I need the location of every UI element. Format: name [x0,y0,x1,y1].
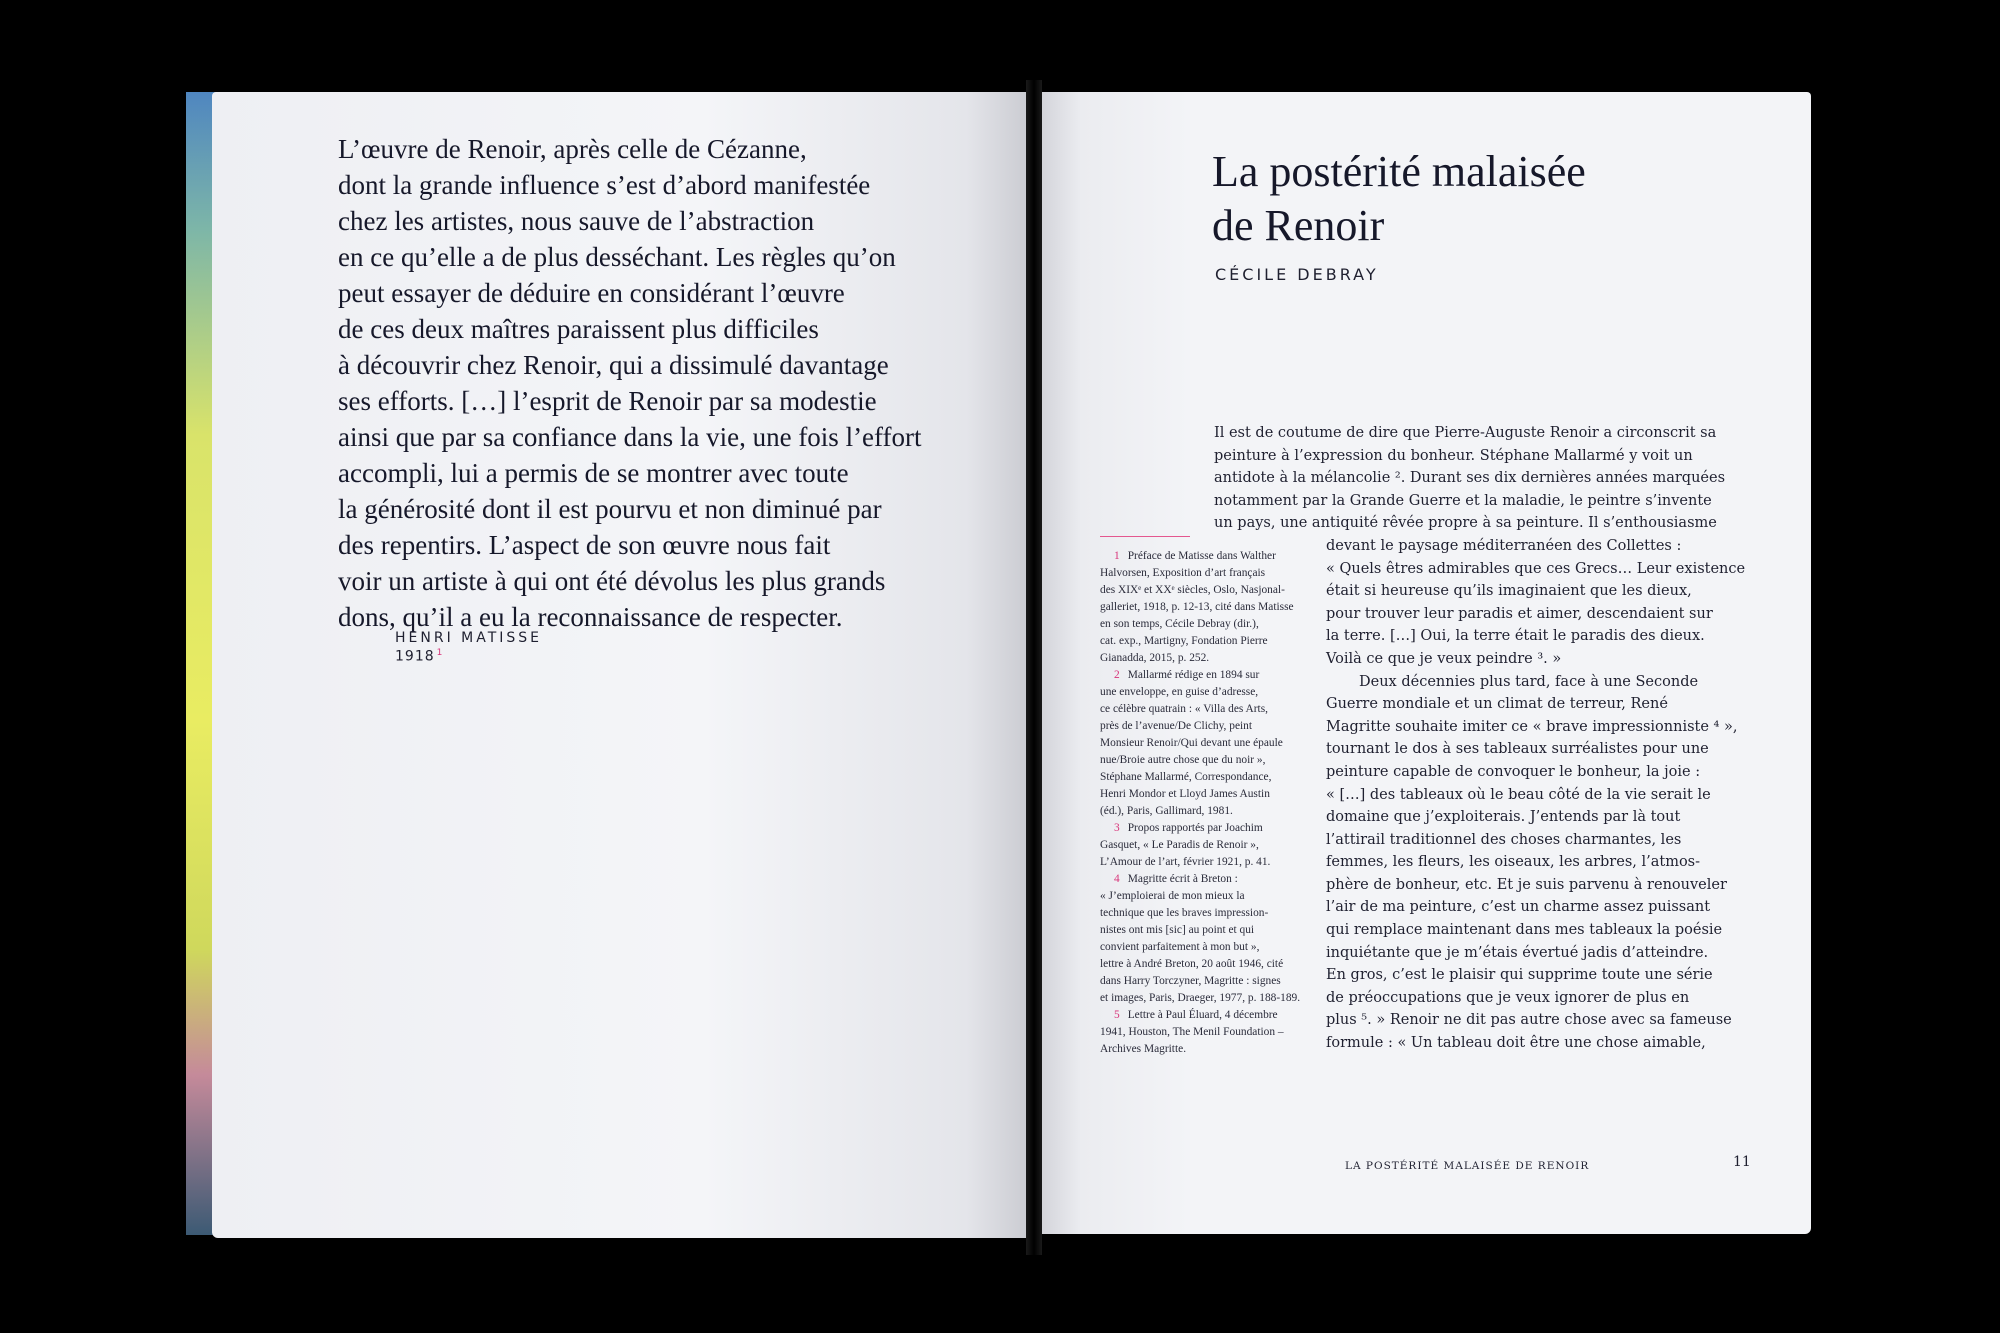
quote-line: de ces deux maîtres paraissent plus difficiles [338,314,819,344]
footnote-text: une enveloppe, en guise d’adresse, [1100,686,1259,698]
attribution-name: HENRI MATISSE [395,630,543,646]
body-line: l’air de ma peinture, c’est un charme assez puissant [1326,899,1711,916]
footnote-text: ce célèbre quatrain : « Villa des Arts, [1100,703,1269,715]
footnote-text: Stéphane Mallarmé, Correspondance, [1100,771,1272,783]
footnote-text: Mallarmé rédige en 1894 sur [1127,669,1260,681]
attribution-year: 1918 $^1$ [395,648,444,665]
body-line: peinture capable de convoquer le bonheur, la joie : [1326,763,1701,780]
body-line: femmes, les fleurs, les oiseaux, les arbres, l’atmos- [1326,854,1701,871]
body-line: qui remplace maintenant dans mes tableaux la poésie [1326,922,1723,939]
footnote-text: Henri Mondor et Lloyd James Austin [1100,788,1270,800]
chapter-title-line-2: de Renoir [1212,201,1385,250]
body-line: Guerre mondiale et un climat de terreur, René [1326,696,1668,713]
quote-line: dons, qu’il a eu la reconnaissance de respecter. [338,602,843,632]
quote-line: ainsi que par sa confiance dans la vie, une fois l’effort [338,422,922,452]
body-line: notamment par la Grande Guerre et la maladie, le peintre s’invente [1214,492,1712,509]
quote-line: en ce qu’elle a de plus desséchant. Les règles qu’on [338,242,896,272]
footnote-number: 4 [1114,873,1120,885]
page-number: 11 [1733,1154,1751,1170]
footnote-text: galleriet, 1918, p. 12-13, cité dans Matisse [1100,601,1294,613]
body-line: Voilà ce que je veux peindre ³. » [1326,650,1562,667]
body-line: pour trouver leur paradis et aimer, descendaient sur [1326,605,1713,622]
body-line: Deux décennies plus tard, face à une Seconde [1359,673,1699,690]
body-line: phère de bonheur, etc. Et je suis parvenu à renouveler [1326,876,1727,893]
epigraph-attribution [395,630,542,665]
body-line: était si heureuse qu’ils imaginaient que les dieux, [1326,583,1692,600]
body-line: inquiétante que je m’étais évertué jadis d’atteindre. [1326,944,1709,961]
chapter-title [1212,145,1586,253]
quote-line: la générosité dont il est pourvu et non diminué par [338,494,882,524]
footnote-text: 1941, Houston, The Menil Foundation – [1100,1026,1284,1038]
quote-line: ses efforts. […] l’esprit de Renoir par sa modestie [338,386,877,416]
footnote-text: Halvorsen, Exposition d’art français [1100,567,1266,579]
body-line: « Quels êtres admirables que ces Grecs… Leur existence [1326,560,1746,577]
footnote-text: Magritte écrit à Breton : [1127,873,1238,885]
body-line: plus ⁵. » Renoir ne dit pas autre chose avec sa fameuse [1326,1012,1732,1029]
epigraph-quote [338,131,1038,635]
running-head: LA POSTÉRITÉ MALAISÉE DE RENOIR [1345,1160,1590,1172]
quote-line: L’œuvre de Renoir, après celle de Cézanne, [338,134,807,164]
body-line: l’attirail traditionnel des choses charmantes, les [1326,831,1682,848]
footnote-text: Gianadda, 2015, p. 252. [1100,652,1210,664]
body-line: Magritte souhaite imiter ce « brave impressionniste ⁴ », [1326,718,1738,735]
footnote-text: « J’emploierai de mon mieux la [1100,890,1245,902]
chapter-title-line-1: La postérité malaisée [1212,147,1586,196]
footnotes-rule [1100,536,1190,537]
footnote-text: en son temps, Cécile Debray (dir.), [1100,618,1259,630]
quote-line: à découvrir chez Renoir, qui a dissimulé davantage [338,350,889,380]
footnote-text: Propos rapportés par Joachim [1127,822,1263,834]
body-line: un pays, une antiquité rêvée propre à sa peinture. Il s’enthousiasme [1214,515,1717,532]
footnote-number: 1 [1114,550,1120,562]
footnote-text: convient parfaitement à mon but », [1100,941,1260,953]
footnote-number: 3 [1114,822,1120,834]
footnote-text: cat. exp., Martigny, Fondation Pierre [1100,635,1268,647]
footnote-marker: 1 [436,648,444,658]
body-line: devant le paysage méditerranéen des Collettes : [1326,537,1682,554]
footnote-text: L’Amour de l’art, février 1921, p. 41. [1100,856,1271,868]
footnote-number: 2 [1114,669,1120,681]
footnote-number: 5 [1114,1009,1120,1021]
body-line: « […] des tableaux où le beau côté de la vie serait le [1326,786,1711,803]
body-line: domaine que j’exploiterais. J’entends par là tout [1326,809,1681,826]
chapter-author: CÉCILE DEBRAY [1215,265,1379,284]
footnote-text: nistes ont mis [sic] au point et qui [1100,924,1255,936]
quote-line: peut essayer de déduire en considérant l’œuvre [338,278,845,308]
footnote-text: Gasquet, « Le Paradis de Renoir », [1100,839,1259,851]
body-line: En gros, c’est le plaisir qui supprime toute une série [1326,967,1713,984]
quote-line: chez les artistes, nous sauve de l’abstraction [338,206,815,236]
footnote-text: lettre à André Breton, 20 août 1946, cité [1100,958,1284,970]
footnote-text: Lettre à Paul Éluard, 4 décembre [1127,1009,1278,1021]
footnote-text: Préface de Matisse dans Walther [1127,550,1276,562]
footnote-text: dans Harry Torczyner, Magritte : signes [1100,975,1281,987]
quote-line: accompli, lui a permis de se montrer avec toute [338,458,849,488]
footnote-text: Monsieur Renoir/Qui devant une épaule [1100,737,1283,749]
body-line: Il est de coutume de dire que Pierre-Auguste Renoir a circonscrit sa [1214,425,1717,441]
body-line: formule : « Un tableau doit être une chose aimable, [1326,1035,1706,1052]
footnote-text: technique que les braves impression- [1100,907,1269,919]
footnote-text: nue/Broie autre chose que du noir », [1100,754,1266,766]
footnote-text: et images, Paris, Draeger, 1977, p. 188-189. [1100,992,1301,1004]
quote-line: voir un artiste à qui ont été dévolus les plus grands [338,566,886,596]
footnote-text: des XIXᵉ et XXᵉ siècles, Oslo, Nasjonal- [1100,584,1285,596]
quote-line: dont la grande influence s’est d’abord manifestée [338,170,871,200]
quote-line: des repentirs. L’aspect de son œuvre nous fait [338,530,831,560]
footnote-text: près de l’avenue/De Clichy, peint [1100,720,1253,732]
body-line: la terre. […] Oui, la terre était le paradis des dieux. [1326,628,1705,645]
body-text [1214,422,1746,1055]
footnote-text: Archives Magritte. [1100,1043,1187,1055]
body-line: peinture à l’expression du bonheur. Stéphane Mallarmé y voit un [1214,447,1693,464]
body-line: antidote à la mélancolie ². Durant ses dix dernières années marquées [1214,470,1726,487]
body-line: de préoccupations que je veux ignorer de plus en [1326,989,1690,1006]
body-line: tournant le dos à ses tableaux surréalistes pour une [1326,741,1709,758]
footnote-text: (éd.), Paris, Gallimard, 1981. [1100,805,1233,817]
